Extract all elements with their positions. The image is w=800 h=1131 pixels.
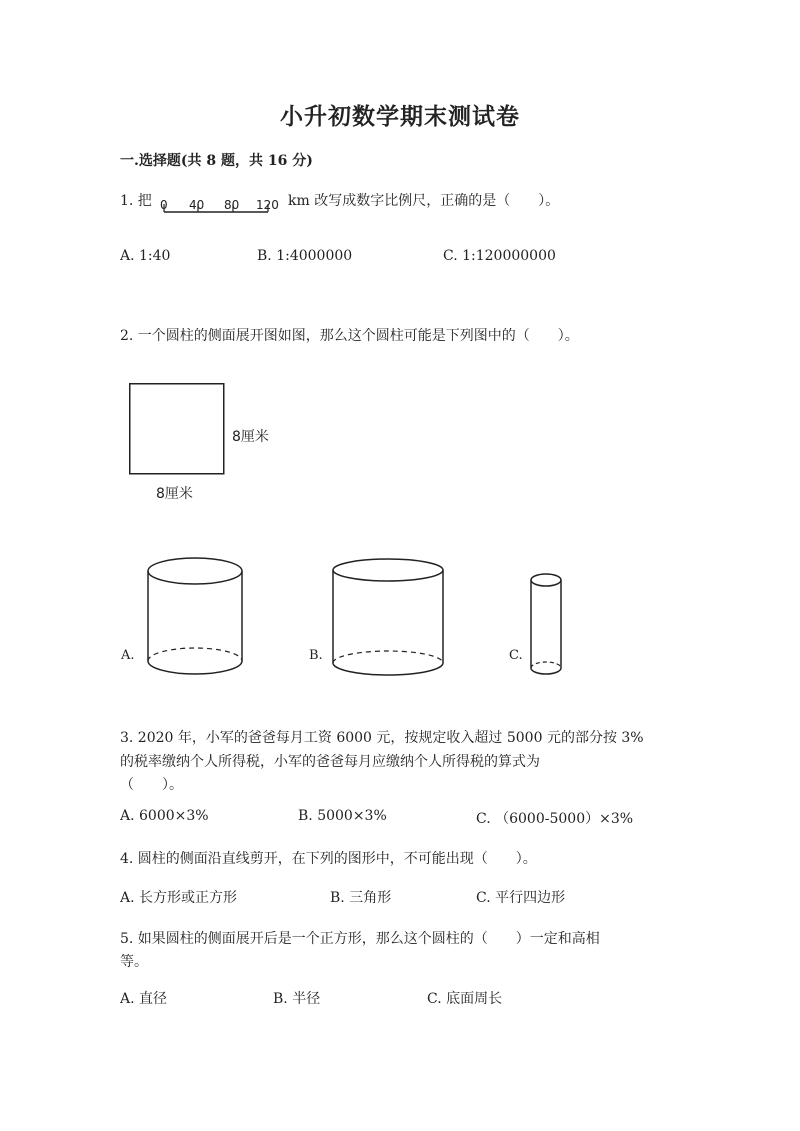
q1-suffix: km 改写成数字比例尺，正确的是（ ）。 xyxy=(288,193,560,209)
cylinder-b-diagram[interactable] xyxy=(331,558,447,682)
square-net-diagram xyxy=(129,383,225,475)
q3-line-2: 的税率缴纳个人所得税，小军的爸爸每月应缴纳个人所得税的算式为 xyxy=(120,754,540,770)
q1-prefix: 1. 把 xyxy=(120,193,152,209)
q3-line-1: 3. 2020 年，小军的爸爸每月工资 6000 元，按规定收入超过 5000 元的部分按 3% xyxy=(120,730,644,746)
cylinder-c-label[interactable]: C. xyxy=(509,648,523,663)
cylinder-a-diagram[interactable] xyxy=(146,556,246,680)
page-title: 小升初数学期末测试卷 xyxy=(280,103,520,130)
scale-tick-0: 0 xyxy=(160,198,168,212)
square-side-label: 8厘米 xyxy=(232,429,269,445)
q1-option-a[interactable]: A. 1:40 xyxy=(120,248,171,264)
q5-option-b[interactable]: B. 半径 xyxy=(273,991,321,1007)
q3-line-3: （ ）。 xyxy=(120,777,183,793)
square-bottom-label: 8厘米 xyxy=(156,486,193,502)
q5-line-2: 等。 xyxy=(120,954,148,970)
q3-option-b[interactable]: B. 5000×3% xyxy=(298,808,387,824)
cylinder-b-label[interactable]: B. xyxy=(309,648,323,663)
section-heading: 一.选择题(共 8 题，共 16 分) xyxy=(120,153,313,169)
q4-text: 4. 圆柱的侧面沿直线剪开，在下列的图形中，不可能出现（ ）。 xyxy=(120,851,537,867)
q1-option-c[interactable]: C. 1:120000000 xyxy=(443,248,556,264)
q2-text: 2. 一个圆柱的侧面展开图如图，那么这个圆柱可能是下列图中的（ ）。 xyxy=(120,328,579,344)
q4-option-b[interactable]: B. 三角形 xyxy=(330,890,392,906)
q1-option-b[interactable]: B. 1:4000000 xyxy=(257,248,353,264)
cylinder-c-diagram[interactable] xyxy=(529,572,565,680)
q5-option-a[interactable]: A. 直径 xyxy=(120,991,168,1007)
q4-option-a[interactable]: A. 长方形或正方形 xyxy=(120,890,238,906)
cylinder-a-label[interactable]: A. xyxy=(121,648,135,663)
q5-option-c[interactable]: C. 底面周长 xyxy=(427,991,503,1007)
scale-tick-120: 120 xyxy=(256,198,279,212)
q3-option-c[interactable]: C. （6000-5000）×3% xyxy=(476,811,634,827)
q4-option-c[interactable]: C. 平行四边形 xyxy=(476,890,566,906)
scale-tick-40: 40 xyxy=(189,198,205,212)
scale-tick-80: 80 xyxy=(224,198,240,212)
q5-line-1: 5. 如果圆柱的侧面展开后是一个正方形，那么这个圆柱的（ ）一定和高相 xyxy=(120,931,600,947)
q3-option-a[interactable]: A. 6000×3% xyxy=(120,808,209,824)
